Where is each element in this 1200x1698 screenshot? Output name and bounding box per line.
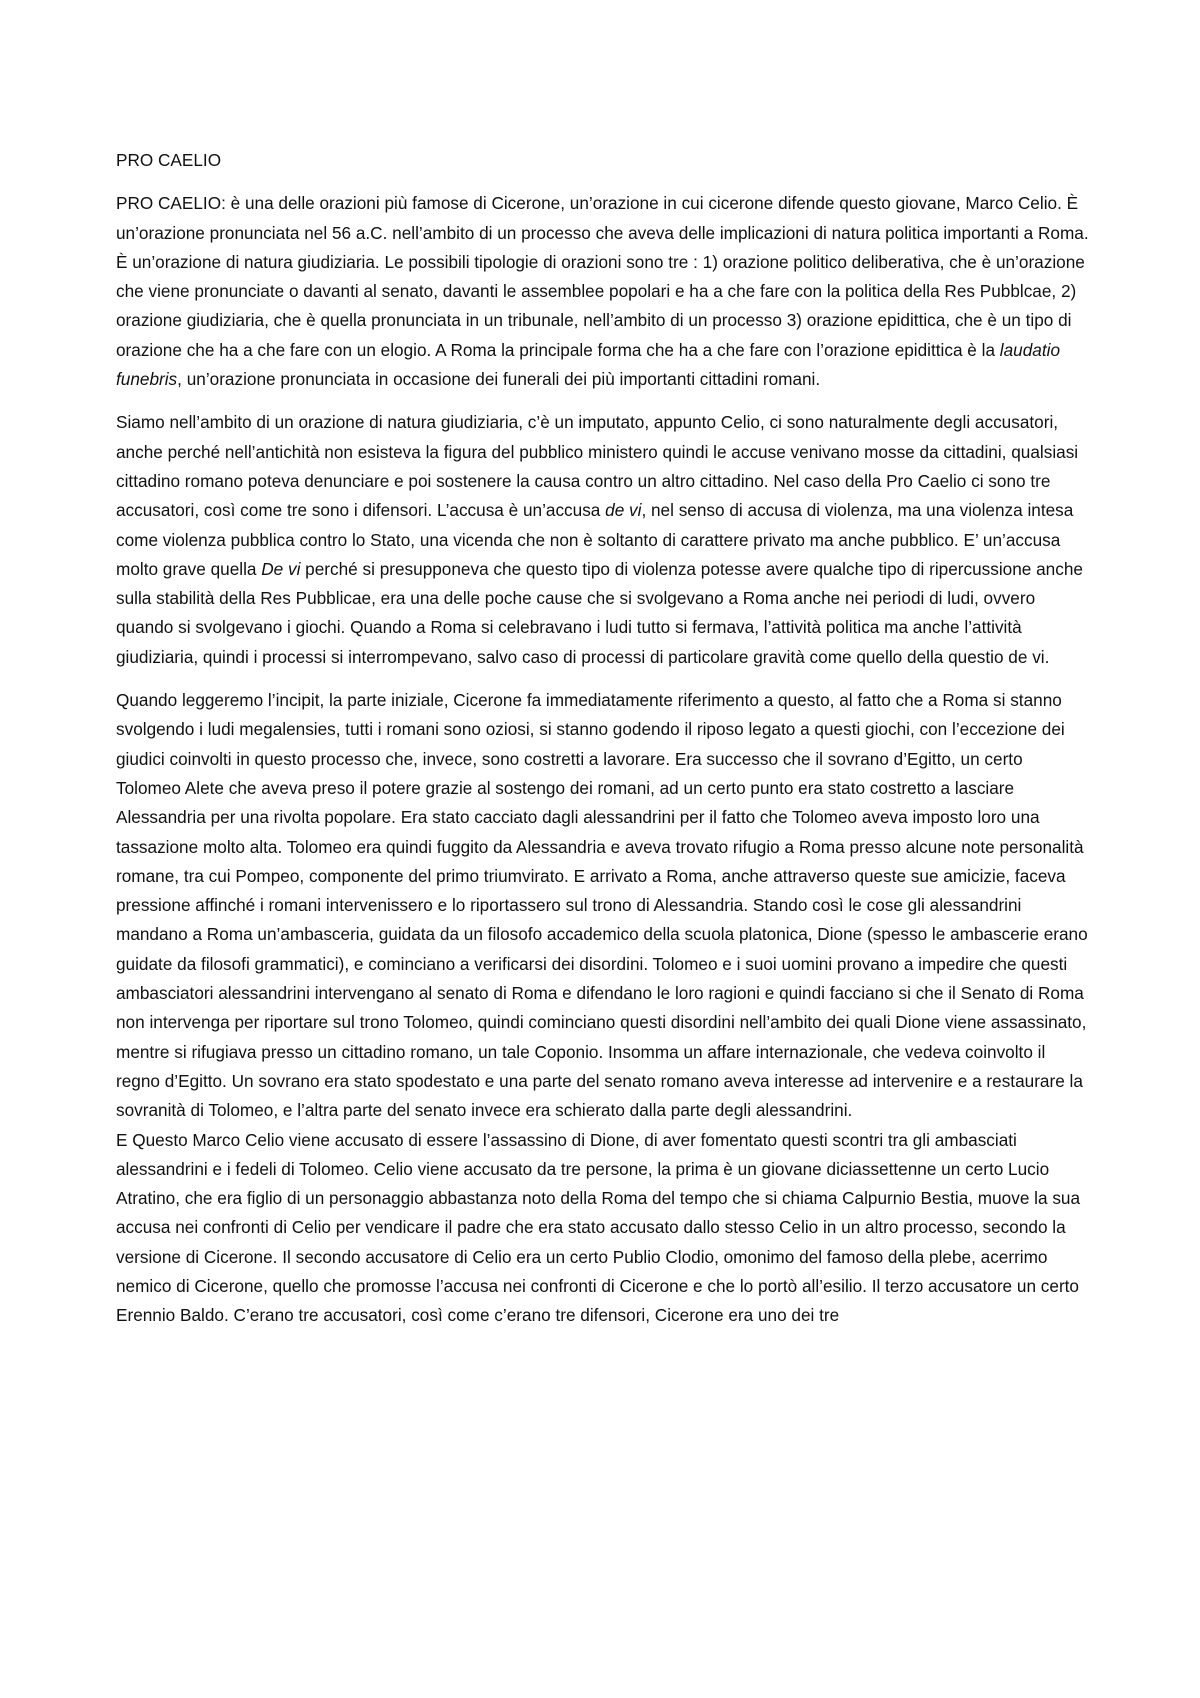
paragraph-2-run-5: perché si presupponeva che questo tipo di violenza potesse avere qualche tipo di ripercussione anche sulla stabilità della Res Pubblicae, era una delle poche cause che si svolgevano a Roma anche nei periodi di ludi, ovvero quando si svolgevano i giochi. Quando a Roma si celebravano i ludi tutto si fermava, l’attività politica ma anche l’attività giudiziaria, quindi i processi si interrompevano, salvo caso di processi di particolare gravità come quello della questio de vi. bbox=[116, 558, 1083, 667]
paragraph-2-run-3: , nel senso di accusa di violenza, ma una violenza intesa come violenza pubblica contro lo Stato, una vicenda che non è soltanto di carattere privato ma anche pubblico. E’ un’accusa molto grave quella bbox=[116, 500, 1074, 579]
paragraph-3-run-1: Quando leggeremo l’incipit, la parte iniziale, Cicerone fa immediatamente riferimento a questo, al fatto che a Roma si stanno svolgendo i ludi megalensies, tutti i romani sono oziosi, si stanno godendo il riposo legato a questi giochi, con l’eccezione dei giudici coinvolti in questo processo che, invece, sono costretti a lavorare. Era successo che il sovrano d’Egitto, un certo Tolomeo Alete che aveva preso il potere grazie al sostengo dei romani, ad un certo punto era stato costretto a lasciare Alessandria per una rivolta popolare. Era stato cacciato dagli alessandrini per il fatto che Tolomeo aveva imposto loro una tassazione molto alta. Tolomeo era quindi fuggito da Alessandria e aveva trovato rifugio a Roma presso alcune note personalità romane, tra cui Pompeo, componente del primo triumvirato. E arrivato a Roma, anche attraverso queste sue amicizie, faceva pressione affinché i romani intervenissero e lo riportassero sul trono di Alessandria. Stando così le cose gli alessandrini mandano a Roma un’ambasceria, guidata da un filosofo accademico della scuola platonica, Dione (spesso le ambascerie erano guidate da filosofi grammatici), e cominciano a verificarsi dei disordini. Tolomeo e i suoi uomini provano a impedire che questi ambasciatori alessandrini intervengano al senato di Roma e difendano le loro ragioni e quindi facciano si che il Senato di Roma non intervenga per riportare sul trono Tolomeo, quindi cominciano questi disordini nell’ambito dei quali Dione viene assassinato, mentre si rifugiava presso un cittadino romano, un tale Coponio. Insomma un affare internazionale, che vedeva coinvolto il regno d’Egitto. Un sovrano era stato spodestato e una parte del senato romano aveva interesse ad intervenire e a restaurare la sovranità di Tolomeo, e l’altra parte del senato invece era schierato dalla parte degli alessandrini. bbox=[116, 690, 1088, 1121]
paragraph-1-run-1: PRO CAELIO: è una delle orazioni più famose di Cicerone, un’orazione in cui cicerone difende questo giovane, Marco Celio. È un’orazione pronunciata nel 56 a.C. nell’ambito di un processo che aveva delle implicazioni di natura politica importanti a Roma. È un’orazione di natura giudiziaria. Le possibili tipologie di orazioni sono tre : 1) orazione politico deliberativa, che è un’orazione che viene pronunciate o davanti al senato, davanti le assemblee popolari e ha a che fare con la politica della Res Pubblcae, 2) orazione giudiziaria, che è quella pronunciata in un tribunale, nell’ambito di un processo 3) orazione epidittica, che è un tipo di orazione che ha a che fare con un elogio. A Roma la principale forma che ha a che fare con l’orazione epidittica è la bbox=[116, 193, 1089, 360]
paragraph-2-run-4-italic: De vi bbox=[261, 558, 301, 579]
paragraph-4-run-1: E Questo Marco Celio viene accusato di essere l’assassino di Dione, di aver fomentato questi scontri tra gli ambasciati alessandrini e i fedeli di Tolomeo. Celio viene accusato da tre persone, la prima è un giovane diciassettenne un certo Lucio Atratino, che era figlio di un personaggio abbastanza noto della Roma del tempo che si chiama Calpurnio Bestia, muove la sua accusa nei confronti di Celio per vendicare il padre che era stato accusato dallo stesso Celio in un altro processo, secondo la versione di Cicerone. Il secondo accusatore di Celio era un certo Publio Clodio, omonimo del famoso della plebe, acerrimo nemico di Cicerone, quello che promosse l’accusa nei confronti di Cicerone e che lo portò all’esilio. Il terzo accusatore un certo Erennio Baldo. C’erano tre accusatori, così come c’erano tre difensori, Cicerone era uno dei tre bbox=[116, 1129, 1081, 1326]
paragraph-1-run-3: , un’orazione pronunciata in occasione dei funerali dei più importanti cittadini romani. bbox=[177, 369, 821, 390]
paragraph-1 bbox=[116, 189, 1090, 394]
paragraph-2-run-2-italic: de vi bbox=[605, 500, 642, 521]
paragraph-2 bbox=[116, 408, 1090, 672]
paragraph-2-run-1: Siamo nell’ambito di un orazione di natura giudiziaria, c’è un imputato, appunto Celio, ci sono naturalmente degli accusatori, anche perché nell’antichità non esisteva la figura del pubblico ministero quindi le accuse venivano mosse da cittadini, qualsiasi cittadino romano poteva denunciare e poi sostenere la causa contro un altro cittadino. Nel caso della Pro Caelio ci sono tre accusatori, così come tre sono i difensori. L’accusa è un’accusa bbox=[116, 412, 1079, 521]
paragraph-1-run-2-italic: laudatio funebris bbox=[116, 339, 1061, 390]
paragraph-3 bbox=[116, 686, 1090, 1125]
document-title: PRO CAELIO bbox=[116, 150, 222, 170]
paragraph-4 bbox=[116, 1126, 1090, 1331]
